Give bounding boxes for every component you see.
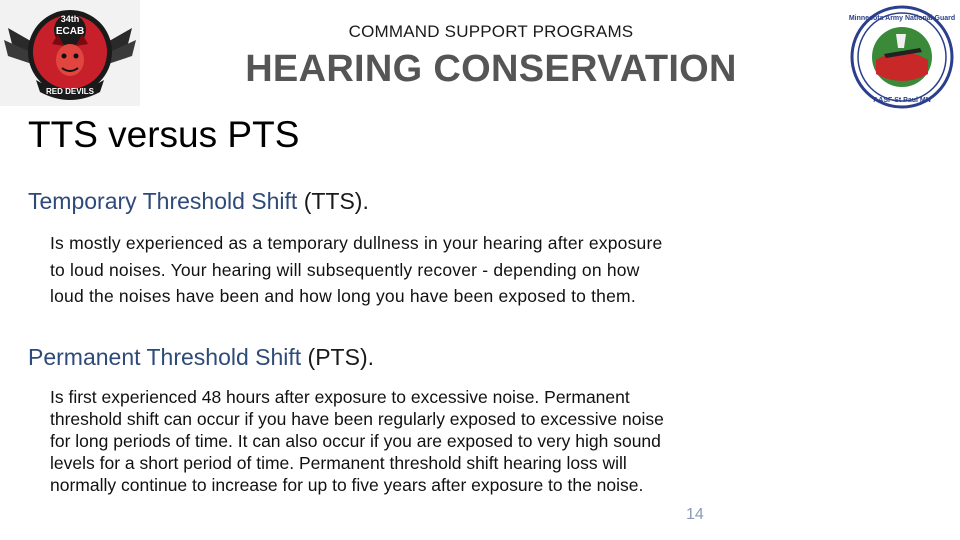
pts-abbr: (PTS). — [301, 344, 375, 370]
main-title: HEARING CONSERVATION — [245, 48, 737, 90]
tts-description: Is mostly experienced as a temporary dullness in your hearing after exposure to loud noises. Your hearing will subsequently recover - depending on how loud the noises have been and how long you have been exposed to them. — [50, 233, 663, 306]
tts-term: Temporary Threshold Shift — [28, 188, 298, 214]
logo-right-top-text: Minnesota Army National Guard — [848, 15, 956, 22]
slide-title: TTS versus PTS — [28, 114, 300, 155]
page-number: 14 — [686, 506, 704, 523]
logo-left-mid-text: ECAB — [55, 26, 85, 37]
pts-heading — [28, 344, 374, 371]
pts-term: Permanent Threshold Shift — [28, 344, 302, 370]
pts-description: Is first experienced 48 hours after exposure to excessive noise. Permanent threshold shift can occur if you have been regularly exposed to excessive noise for long periods of time. It can also occur if you are exposed to very high sound levels for a short period of time. Permanent threshold shift hearing loss will normally continue to increase for up to five years after exposure to the noise. — [50, 387, 664, 495]
logo-left-bottom-text: RED DEVILS — [45, 87, 95, 96]
org-title: COMMAND SUPPORT PROGRAMS — [348, 22, 634, 41]
logo-right-bottom-text: AASF St Paul MN — [873, 97, 931, 104]
tts-heading — [28, 188, 369, 215]
tts-abbr: (TTS). — [297, 188, 369, 214]
logo-left-top-text: 34th — [60, 14, 80, 24]
